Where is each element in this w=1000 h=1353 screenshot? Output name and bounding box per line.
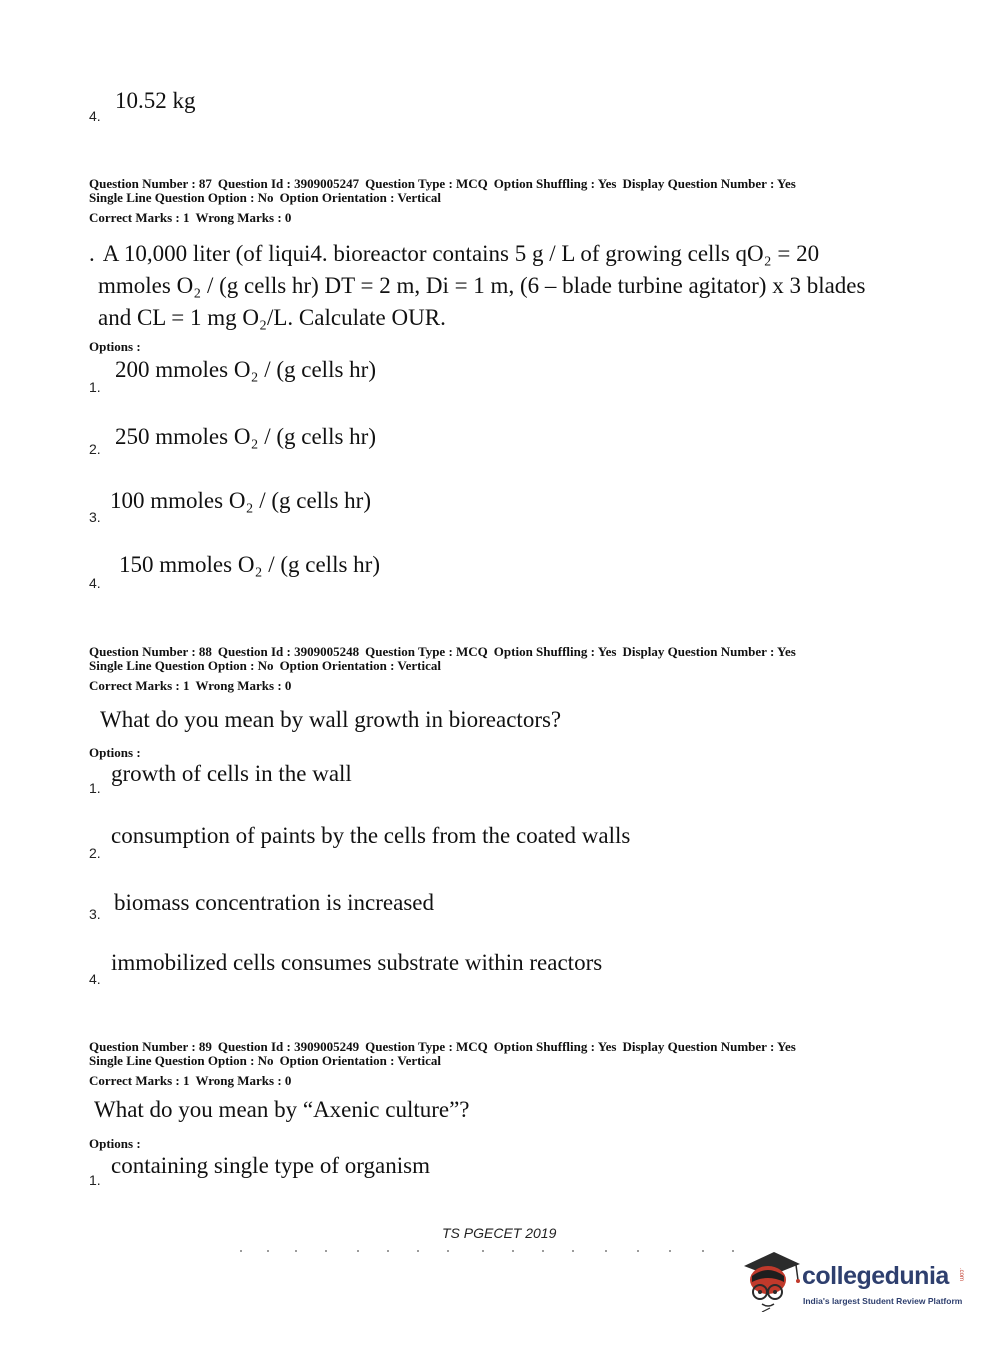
option-number: 1. xyxy=(89,1172,101,1188)
correct-marks: Correct Marks : 1 xyxy=(89,678,190,693)
meta-field: Option Orientation : Vertical xyxy=(279,658,441,673)
meta-line-1 xyxy=(89,177,802,191)
meta-field: Question Number : 87 xyxy=(89,176,212,191)
meta-field: Option Shuffling : Yes xyxy=(493,176,617,191)
meta-field: Option Orientation : Vertical xyxy=(279,190,441,205)
option-text: immobilized cells consumes substrate within reactors xyxy=(111,950,603,975)
marks-line xyxy=(89,679,802,693)
question-dot: . xyxy=(89,241,95,266)
correct-marks: Correct Marks : 1 xyxy=(89,210,190,225)
meta-field: Question Id : 3909005248 xyxy=(217,644,360,659)
option-text: 200 mmoles O₂ / (g cells hr) xyxy=(115,357,376,382)
meta-field: Single Line Question Option : No xyxy=(89,190,274,205)
meta-field: Question Id : 3909005247 xyxy=(217,176,360,191)
question-meta-89 xyxy=(89,1040,802,1088)
question-meta-87 xyxy=(89,177,802,225)
option-text: consumption of paints by the cells from the coated walls xyxy=(111,823,631,848)
options-label: Options : xyxy=(89,339,141,354)
option-text: biomass concentration is increased xyxy=(114,890,434,915)
footer-exam-title: TS PGECET 2019 xyxy=(442,1225,557,1241)
correct-marks: Correct Marks : 1 xyxy=(89,1073,190,1088)
option-text: growth of cells in the wall xyxy=(111,761,352,786)
options-label: Options : xyxy=(89,745,141,760)
marks-line xyxy=(89,1074,802,1088)
marks-line xyxy=(89,211,802,225)
logo-tagline: India's largest Student Review Platform xyxy=(803,1296,963,1306)
wrong-marks: Wrong Marks : 0 xyxy=(195,1073,292,1088)
meta-line-1 xyxy=(89,645,802,659)
collegedunia-logo xyxy=(740,1246,972,1316)
option-text: 150 mmoles O₂ / (g cells hr) xyxy=(119,552,380,577)
meta-field: Question Number : 88 xyxy=(89,644,212,659)
meta-line-2 xyxy=(89,191,802,205)
meta-field: Question Type : MCQ xyxy=(365,1039,488,1054)
option-number: 4. xyxy=(89,971,101,987)
question-meta-88 xyxy=(89,645,802,693)
meta-field: Option Shuffling : Yes xyxy=(493,1039,617,1054)
meta-line-2 xyxy=(89,659,802,673)
meta-field: Display Question Number : Yes xyxy=(622,1039,796,1054)
wrong-marks: Wrong Marks : 0 xyxy=(195,678,292,693)
meta-field: Question Type : MCQ xyxy=(365,644,488,659)
option-text: containing single type of organism xyxy=(111,1153,430,1178)
meta-field: Question Number : 89 xyxy=(89,1039,212,1054)
question-line: and CL = 1 mg O₂/L. Calculate OUR. xyxy=(98,305,446,330)
meta-field: Option Shuffling : Yes xyxy=(493,644,617,659)
option-number: 1. xyxy=(89,780,101,796)
option-number: 3. xyxy=(89,906,101,922)
meta-line-1 xyxy=(89,1040,802,1054)
option-number: 2. xyxy=(89,845,101,861)
question-line: A 10,000 liter (of liqui4. bioreactor contains 5 g / L of growing cells qO₂ = 20 xyxy=(102,241,820,266)
option-text: 10.52 kg xyxy=(115,88,196,113)
question-line: mmoles O₂ / (g cells hr) DT = 2 m, Di = 1 m, (6 – blade turbine agitator) x 3 blades xyxy=(98,273,866,298)
meta-field: Question Id : 3909005249 xyxy=(217,1039,360,1054)
question-text-88: What do you mean by wall growth in bioreactors? xyxy=(100,707,562,732)
wrong-marks: Wrong Marks : 0 xyxy=(195,210,292,225)
question-text-87 xyxy=(89,238,969,334)
meta-line-2 xyxy=(89,1054,802,1068)
dotted-rule xyxy=(238,1248,738,1254)
option-number: 4. xyxy=(89,108,101,124)
meta-field: Option Orientation : Vertical xyxy=(279,1053,441,1068)
option-text: 250 mmoles O₂ / (g cells hr) xyxy=(115,424,376,449)
meta-field: Display Question Number : Yes xyxy=(622,644,796,659)
mascot-icon xyxy=(740,1246,802,1312)
meta-field: Display Question Number : Yes xyxy=(622,176,796,191)
logo-wordmark: collegedunia xyxy=(802,1262,949,1290)
meta-field: Question Type : MCQ xyxy=(365,176,488,191)
option-number: 4. xyxy=(89,575,101,591)
option-number: 1. xyxy=(89,379,101,395)
meta-field: Single Line Question Option : No xyxy=(89,658,274,673)
options-label: Options : xyxy=(89,1136,141,1151)
option-number: 3. xyxy=(89,509,101,525)
meta-field: Single Line Question Option : No xyxy=(89,1053,274,1068)
option-text: 100 mmoles O₂ / (g cells hr) xyxy=(110,488,371,513)
footer-dotted-line xyxy=(238,1241,738,1247)
option-number: 2. xyxy=(89,441,101,457)
logo-suffix: .com xyxy=(958,1268,964,1282)
question-text-89: What do you mean by “Axenic culture”? xyxy=(94,1097,470,1122)
